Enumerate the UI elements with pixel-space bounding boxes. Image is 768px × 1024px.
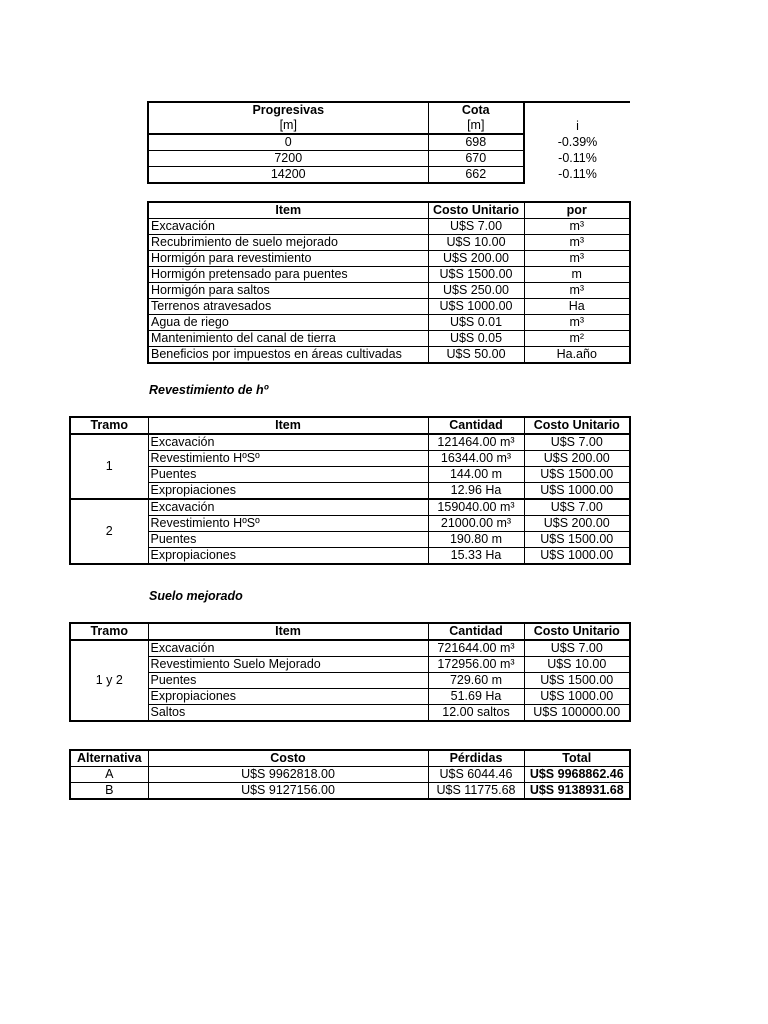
cota-unit: [m]	[428, 118, 524, 134]
table-row	[148, 151, 630, 167]
item-cell: Revestimiento Suelo Mejorado	[148, 657, 428, 673]
item-cell: Puentes	[148, 532, 428, 548]
item-cell: Excavación	[148, 434, 428, 451]
table-row	[70, 548, 630, 565]
progresivas-table	[147, 101, 630, 184]
cost-cell: U$S 200.00	[524, 516, 630, 532]
cost-cell: U$S 7.00	[428, 219, 524, 235]
cost-cell: U$S 1000.00	[428, 299, 524, 315]
tramo-cell: 1	[70, 434, 148, 499]
cost-cell: U$S 7.00	[524, 434, 630, 451]
item-cell: Excavación	[148, 499, 428, 516]
tramo-cell: 2	[70, 499, 148, 564]
cota-value: 670	[428, 151, 524, 167]
cost-cell: U$S 0.05	[428, 331, 524, 347]
item-cell: Hormigón para saltos	[148, 283, 428, 299]
unit-cell: m	[524, 267, 630, 283]
progresiva-value: 7200	[148, 151, 428, 167]
quantity-cell: 144.00 m	[428, 467, 524, 483]
table-row	[70, 483, 630, 500]
quantity-header: Cantidad	[428, 623, 524, 640]
table-row	[70, 767, 630, 783]
total-cell: U$S 9138931.68	[524, 783, 630, 800]
table-row	[148, 315, 630, 331]
table-row	[148, 347, 630, 364]
progresiva-value: 0	[148, 134, 428, 151]
quantity-cell: 51.69 Ha	[428, 689, 524, 705]
cost-cell: U$S 1500.00	[524, 532, 630, 548]
table-row	[70, 499, 630, 516]
table-row	[148, 299, 630, 315]
progresivas-header: Progresivas	[148, 102, 428, 118]
cost-cell: U$S 7.00	[524, 499, 630, 516]
table-row	[70, 783, 630, 800]
quantity-cell: 12.96 Ha	[428, 483, 524, 500]
item-header: Item	[148, 202, 428, 219]
item-cell: Excavación	[148, 640, 428, 657]
cost-cell: U$S 10.00	[428, 235, 524, 251]
section-title-revestimiento: Revestimiento de hº	[149, 383, 269, 397]
per-header: por	[524, 202, 630, 219]
table-row	[148, 283, 630, 299]
quantity-header: Cantidad	[428, 417, 524, 434]
cost-cell: U$S 200.00	[428, 251, 524, 267]
quantity-cell: 12.00 saltos	[428, 705, 524, 722]
unit-cell: m³	[524, 315, 630, 331]
item-cell: Hormigón pretensado para puentes	[148, 267, 428, 283]
losses-cell: U$S 11775.68	[428, 783, 524, 800]
alternative-cell: B	[70, 783, 148, 800]
suelo-mejorado-table	[69, 622, 631, 722]
table-row	[148, 251, 630, 267]
slope-unit: i	[576, 118, 579, 133]
unit-cell: Ha.año	[524, 347, 630, 364]
item-cell: Puentes	[148, 467, 428, 483]
cost-cell: U$S 7.00	[524, 640, 630, 657]
slope-value: -0.39%	[557, 134, 598, 149]
cost-cell: U$S 1500.00	[524, 673, 630, 689]
table-row	[148, 235, 630, 251]
cost-cell: U$S 50.00	[428, 347, 524, 364]
table-row	[148, 134, 630, 151]
item-cell: Recubrimiento de suelo mejorado	[148, 235, 428, 251]
table-row	[70, 657, 630, 673]
alternatives-summary-table	[69, 749, 631, 800]
item-cell: Puentes	[148, 673, 428, 689]
losses-header: Pérdidas	[428, 750, 524, 767]
cost-header: Costo	[148, 750, 428, 767]
unit-cell: m³	[524, 283, 630, 299]
table-row	[148, 167, 630, 184]
unit-cell: m³	[524, 251, 630, 267]
cost-cell: U$S 1000.00	[524, 548, 630, 565]
table-row	[70, 640, 630, 657]
revestimiento-table	[69, 416, 631, 565]
cota-value: 662	[428, 167, 524, 184]
table-row	[70, 451, 630, 467]
table-row	[70, 705, 630, 722]
total-header: Total	[524, 750, 630, 767]
quantity-cell: 15.33 Ha	[428, 548, 524, 565]
unit-cell: m²	[524, 331, 630, 347]
cost-cell: U$S 10.00	[524, 657, 630, 673]
table-row	[148, 267, 630, 283]
cost-cell: U$S 9127156.00	[148, 783, 428, 800]
quantity-cell: 21000.00 m³	[428, 516, 524, 532]
alternative-header: Alternativa	[70, 750, 148, 767]
losses-cell: U$S 6044.46	[428, 767, 524, 783]
item-cell: Revestimiento HºSº	[148, 451, 428, 467]
table-row	[148, 331, 630, 347]
table-row	[70, 689, 630, 705]
slope-value: -0.11%	[558, 167, 597, 182]
unit-cost-header: Costo Unitario	[524, 623, 630, 640]
tramo-cell: 1 y 2	[70, 640, 148, 721]
quantity-cell: 159040.00 m³	[428, 499, 524, 516]
item-cell: Hormigón para revestimiento	[148, 251, 428, 267]
unit-cell: m³	[524, 235, 630, 251]
unit-cost-header: Costo Unitario	[524, 417, 630, 434]
table-row	[70, 467, 630, 483]
unit-cost-table	[147, 201, 631, 364]
tramo-header: Tramo	[70, 417, 148, 434]
tramo-header: Tramo	[70, 623, 148, 640]
item-cell: Expropiaciones	[148, 548, 428, 565]
quantity-cell: 172956.00 m³	[428, 657, 524, 673]
alternative-cell: A	[70, 767, 148, 783]
item-cell: Mantenimiento del canal de tierra	[148, 331, 428, 347]
unit-cell: Ha	[524, 299, 630, 315]
item-header: Item	[148, 417, 428, 434]
item-cell: Saltos	[148, 705, 428, 722]
unit-cell: m³	[524, 219, 630, 235]
cost-cell: U$S 9962818.00	[148, 767, 428, 783]
table-row	[70, 434, 630, 451]
quantity-cell: 190.80 m	[428, 532, 524, 548]
cost-cell: U$S 1000.00	[524, 689, 630, 705]
cota-header: Cota	[428, 102, 524, 118]
cost-cell: U$S 1500.00	[428, 267, 524, 283]
progresivas-unit: [m]	[148, 118, 428, 134]
quantity-cell: 721644.00 m³	[428, 640, 524, 657]
quantity-cell: 16344.00 m³	[428, 451, 524, 467]
unit-cost-header: Costo Unitario	[428, 202, 524, 219]
table-row	[70, 673, 630, 689]
table-row	[70, 532, 630, 548]
cost-cell: U$S 1500.00	[524, 467, 630, 483]
cost-cell: U$S 250.00	[428, 283, 524, 299]
table-row	[70, 516, 630, 532]
table-row	[148, 219, 630, 235]
cost-cell: U$S 100000.00	[524, 705, 630, 722]
item-cell: Excavación	[148, 219, 428, 235]
item-cell: Expropiaciones	[148, 689, 428, 705]
total-cell: U$S 9968862.46	[524, 767, 630, 783]
quantity-cell: 729.60 m	[428, 673, 524, 689]
cost-cell: U$S 1000.00	[524, 483, 630, 500]
item-cell: Revestimiento HºSº	[148, 516, 428, 532]
item-cell: Agua de riego	[148, 315, 428, 331]
cost-cell: U$S 200.00	[524, 451, 630, 467]
item-cell: Terrenos atravesados	[148, 299, 428, 315]
progresiva-value: 14200	[148, 167, 428, 184]
item-cell: Beneficios por impuestos en áreas cultivadas	[148, 347, 428, 364]
quantity-cell: 121464.00 m³	[428, 434, 524, 451]
slope-value: -0.11%	[558, 151, 597, 165]
cost-cell: U$S 0.01	[428, 315, 524, 331]
item-cell: Expropiaciones	[148, 483, 428, 500]
cota-value: 698	[428, 134, 524, 151]
item-header: Item	[148, 623, 428, 640]
section-title-suelo-mejorado: Suelo mejorado	[149, 589, 243, 603]
